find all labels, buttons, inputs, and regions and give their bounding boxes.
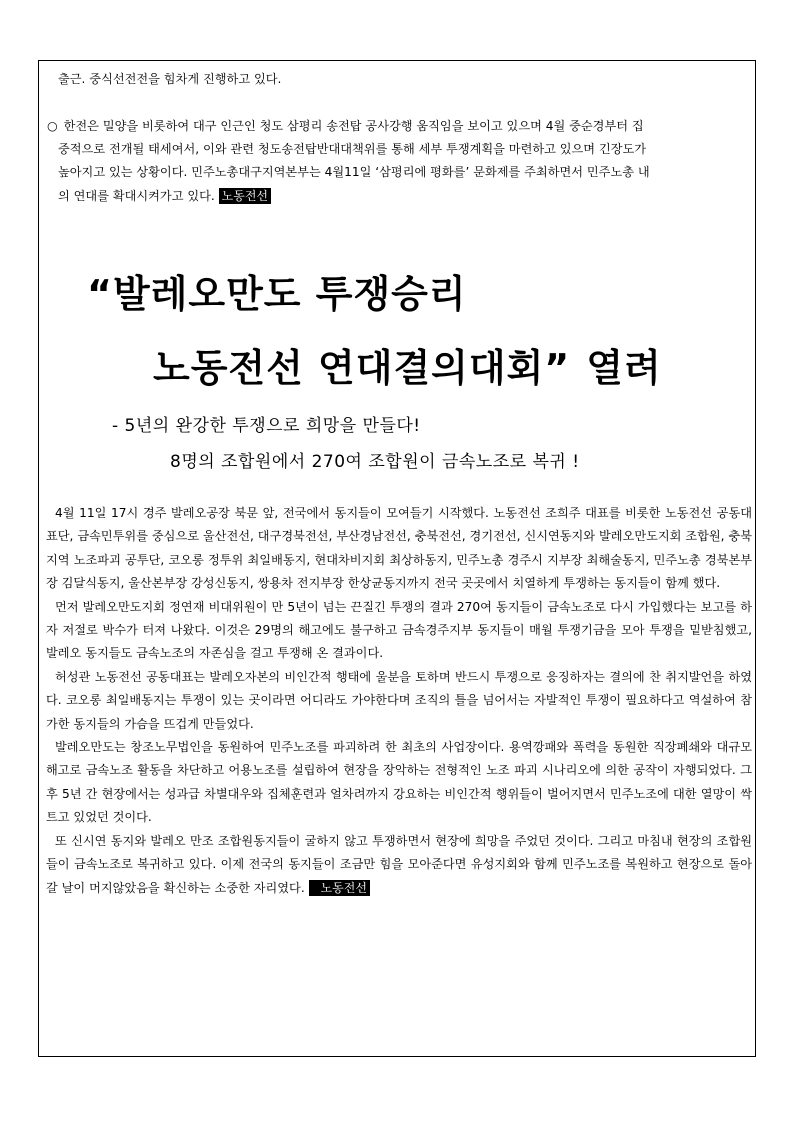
top-line: 출근. 중식선전전을 힘차게 진행하고 있다. [58,72,282,86]
bullet-icon: ○ [47,119,58,133]
headline-line-1: “발레오만도 투쟁승리 [87,272,467,316]
section-tag: 노동전선 [219,188,271,204]
subtitle-line-1: - 5년의 완강한 투쟁으로 희망을 만들다! [112,416,421,436]
intro-line-1: ○ 한전은 밀양을 비롯하여 대구 인근인 청도 삼평리 송전탑 공사강행 움직임을 보이고 있으며 4월 중순경부터 집 [47,119,644,133]
subtitle-line-2: 8명의 조합원에서 270여 조합원이 금속노조로 복귀 ! [170,452,580,472]
headline-line-2: 노동전선 연대결의대회” 열려 [153,346,662,390]
article-paragraph-2: 먼저 발레오만도지회 정연재 비대위원이 만 5년이 넘는 끈질긴 투쟁의 결과 270여 동지들이 금속노조로 다시 가입했다는 보고를 하자 저절로 박수가 터져 나왔다. 이것은 29명의 해고에도 불구하고 금속경주지부 동지들이 매월 투쟁기금을 모아 투쟁을 밑받침했고, 발레오 동지들도 금속노조의 자존심을 걸고 투쟁해 온 결과이다. [46,599,752,661]
article-paragraph-1: 4월 11일 17시 경주 발레오공장 북문 앞, 전국에서 동지들이 모여들기 시작했다. 노동전선 조희주 대표를 비롯한 노동전선 공동대표단, 금속민투위를 중심으로 울산전선, 대구경북전선, 부산경남전선, 충북전선, 경기전선, 신시연동지와 발레오만도지회 조합원, 충북지역 노조파괴 공투단, 코오롱 정투위 최일배동지, 현대차비지회 최상하동지, 민주노총 경주시 지부장 최해술동지, 민주노총 경북본부장 김달식동지, 울산본부장 강성신동지, 쌍용차 전지부장 한상균동지까지 전국 곳곳에서 치열하게 투쟁하는 동지들이 함께 했다. [46,506,752,591]
intro-line-4: 의 연대를 확대시켜가고 있다. 노동전선 [47,185,752,208]
intro-line-2: 중적으로 전개될 태세여서, 이와 관련 청도송전탑반대대책위를 통해 세부 투쟁계획을 마련하고 있으며 긴장도가 [58,142,647,157]
headline-tail: 열려 [586,346,662,390]
article-body [46,502,752,900]
article-paragraph-4: 발레오만도는 창조노무법인을 동원하여 민주노조를 파괴하려 한 최초의 사업장이다. 용역깡패와 폭력을 동원한 직장폐쇄와 대규모 해고로 금속노조 활동을 차단하고 어용노조를 설립하여 현장을 장악하는 전형적인 노조 파괴 시나리오에 의한 공작이 자행되었다. 그 후 5년 간 현장에서는 성과급 차별대우와 집체훈련과 얼차려까지 강요하는 비인간적 행위들이 벌어지면서 민주노조에 대한 열망이 싹트고 있었던 것이다. [46,740,752,825]
intro-paragraph [47,115,752,208]
article-paragraph-5: 또 신시연 동지와 발레오 만조 조합원동지들이 굴하지 않고 투쟁하면서 현장에 희망을 주었던 것이다. 그리고 마침내 현장의 조합원들이 금속노조로 복귀하고 있다. 이제 전국의 동지들이 조금만 힘을 모아준다면 유성지회와 함께 민주노조를 복원하고 현장으로 돌아갈 날이 머지않았음을 확신하는 소중한 자리였다. 노동전선 [46,833,752,895]
article-paragraph-3: 허성관 노동전선 공동대표는 발레오자본의 비인간적 행태에 울분을 토하며 반드시 투쟁으로 응징하자는 결의에 찬 취지발언을 하였다. 코오롱 최일배동지는 투쟁이 있는 곳이라면 어디라도 가야한다며 조직의 틀을 넘어서는 자발적인 투쟁이 필요하다고 역설하여 참가한 동지들의 가슴을 뜨겁게 만들었다. [46,669,752,731]
article-tag: 노동전선 [309,880,370,896]
intro-line-3: 높아지고 있는 상황이다. 민주노총대구지역본부는 4월11일 ‘삼평리에 평화를’ 문화제를 주최하면서 민주노총 내 [58,165,650,180]
